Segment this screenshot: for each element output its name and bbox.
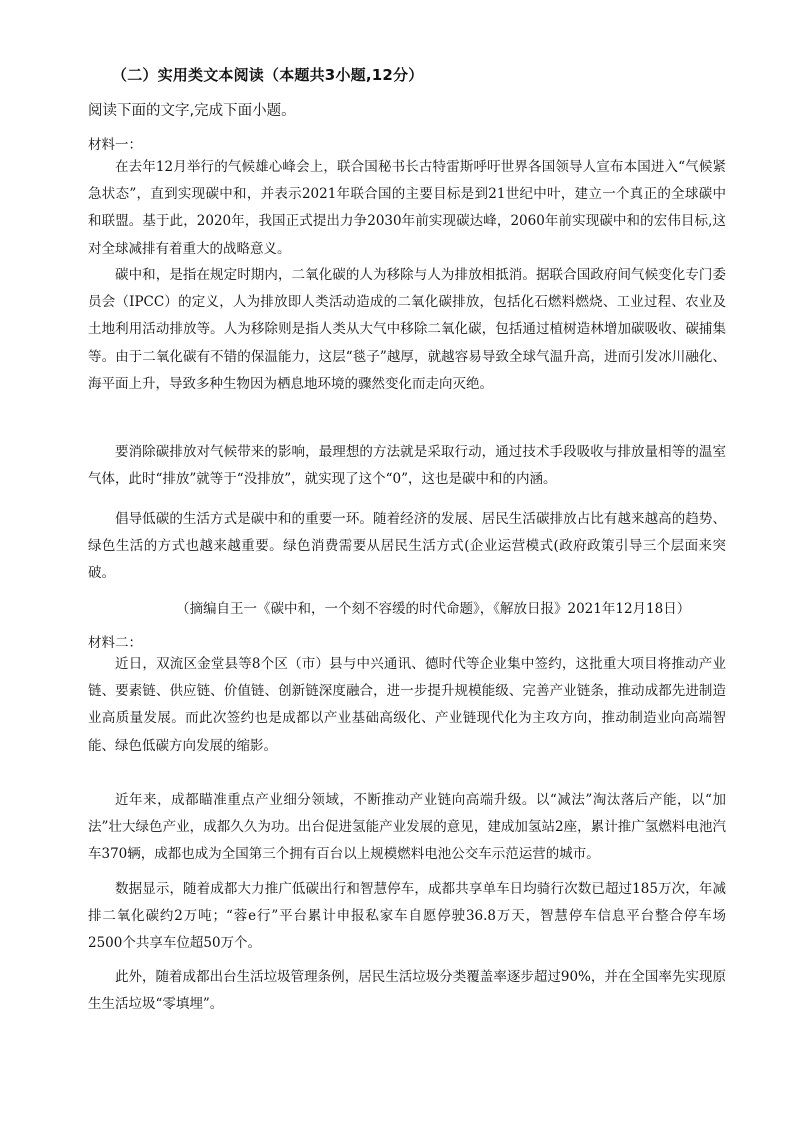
- material-one-paragraph: 碳中和，是指在规定时期内，二氧化碳的人为移除与人为排放相抵消。据联合国政府间气候变化专门委员会（IPCC）的定义，人为排放即人类活动造成的二氧化碳排放，包括化石燃料燃烧、工业过程、农业及土地利用活动排放等。人为移除则是指人类从大气中移除二氧化碳，包括通过植树造林增加碳吸收、碳捕集等。由于二氧化碳有不错的保温能力，这层“毯子”越厚，就越容易导致全球气温升高，进而引发冰川融化、海平面上升，导致多种生物因为栖息地环境的骤然变化而走向灭绝。: [88, 267, 726, 392]
- material-one-paragraph: 要消除碳排放对气候带来的影响，最理想的方法就是采取行动，通过技术手段吸收与排放量相等的温室气体，此时“排放”就等于“没排放”，就实现了这个“0”，这也是碳中和的内涵。: [88, 444, 726, 488]
- instruction-text: 阅读下面的文字,完成下面小题。: [88, 103, 296, 119]
- material-one-paragraph: 在去年12月举行的气候雄心峰会上，联合国秘书长古特雷斯呼吁世界各国领导人宣布本国进入“气候紧急状态”，直到实现碳中和，并表示2021年联合国的主要目标是到21世纪中叶，建立一个真正的全球碳中和联盟。基于此，2020年，我国正式提出力争2030年前实现碳达峰，2060年前实现碳中和的宏伟目标,这对全球减排有着重大的战略意义。: [88, 159, 726, 257]
- material-two-paragraph: 此外，随着成都出台生活垃圾管理条例，居民生活垃圾分类覆盖率逐步超过90%，并在全国率先实现原生生活垃圾“零填埋”。: [88, 969, 726, 1013]
- section-title: （二）实用类文本阅读（本题共3小题,12分）: [112, 66, 424, 84]
- material-two-paragraph: 近年来，成都瞄准重点产业细分领域，不断推动产业链向高端升级。以“减法”淘汰落后产能，以“加法”壮大绿色产业，成都久久为功。出台促进氢能产业发展的意见，建成加氢站2座，累计推广氢燃料电池汽车370辆，成都也成为全国第三个拥有百台以上规模燃料电池公交车示范运营的城市。: [88, 792, 726, 863]
- material-one-source: （摘编自王一《碳中和，一个刻不容缓的时代命题》，《解放日报》2021年12月18日）: [176, 601, 691, 617]
- material-one-paragraph: 倡导低碳的生活方式是碳中和的重要一环。随着经济的发展、居民生活碳排放占比有越来越高的趋势、绿色生活的方式也越来越重要。绿色消费需要从居民生活方式(企业运营模式(政府政策引导三个层面来突破。: [88, 511, 726, 582]
- material-two-paragraph: 近日，双流区金堂县等8个区（市）县与中兴通讯、德时代等企业集中签约，这批重大项目将推动产业链、要素链、供应链、价值链、创新链深度融合，进一步提升规模能级、完善产业链条，推动成都先进制造业高质量发展。而此次签约也是成都以产业基础高级化、产业链现代化为主攻方向，推动制造业向高端智能、绿色低碳方向发展的缩影。: [88, 656, 726, 754]
- material-two-label: 材料二：: [88, 635, 142, 651]
- material-two-paragraph: 数据显示，随着成都大力推广低碳出行和智慧停车，成都共享单车日均骑行次数已超过185万次，年减排二氧化碳约2万吨；“蓉e行”平台累计申报私家车自愿停驶36.8万天，智慧停车信息平台整合停车场 2500个共享车位超50万个。: [88, 881, 726, 952]
- material-one-label: 材料一：: [88, 137, 142, 153]
